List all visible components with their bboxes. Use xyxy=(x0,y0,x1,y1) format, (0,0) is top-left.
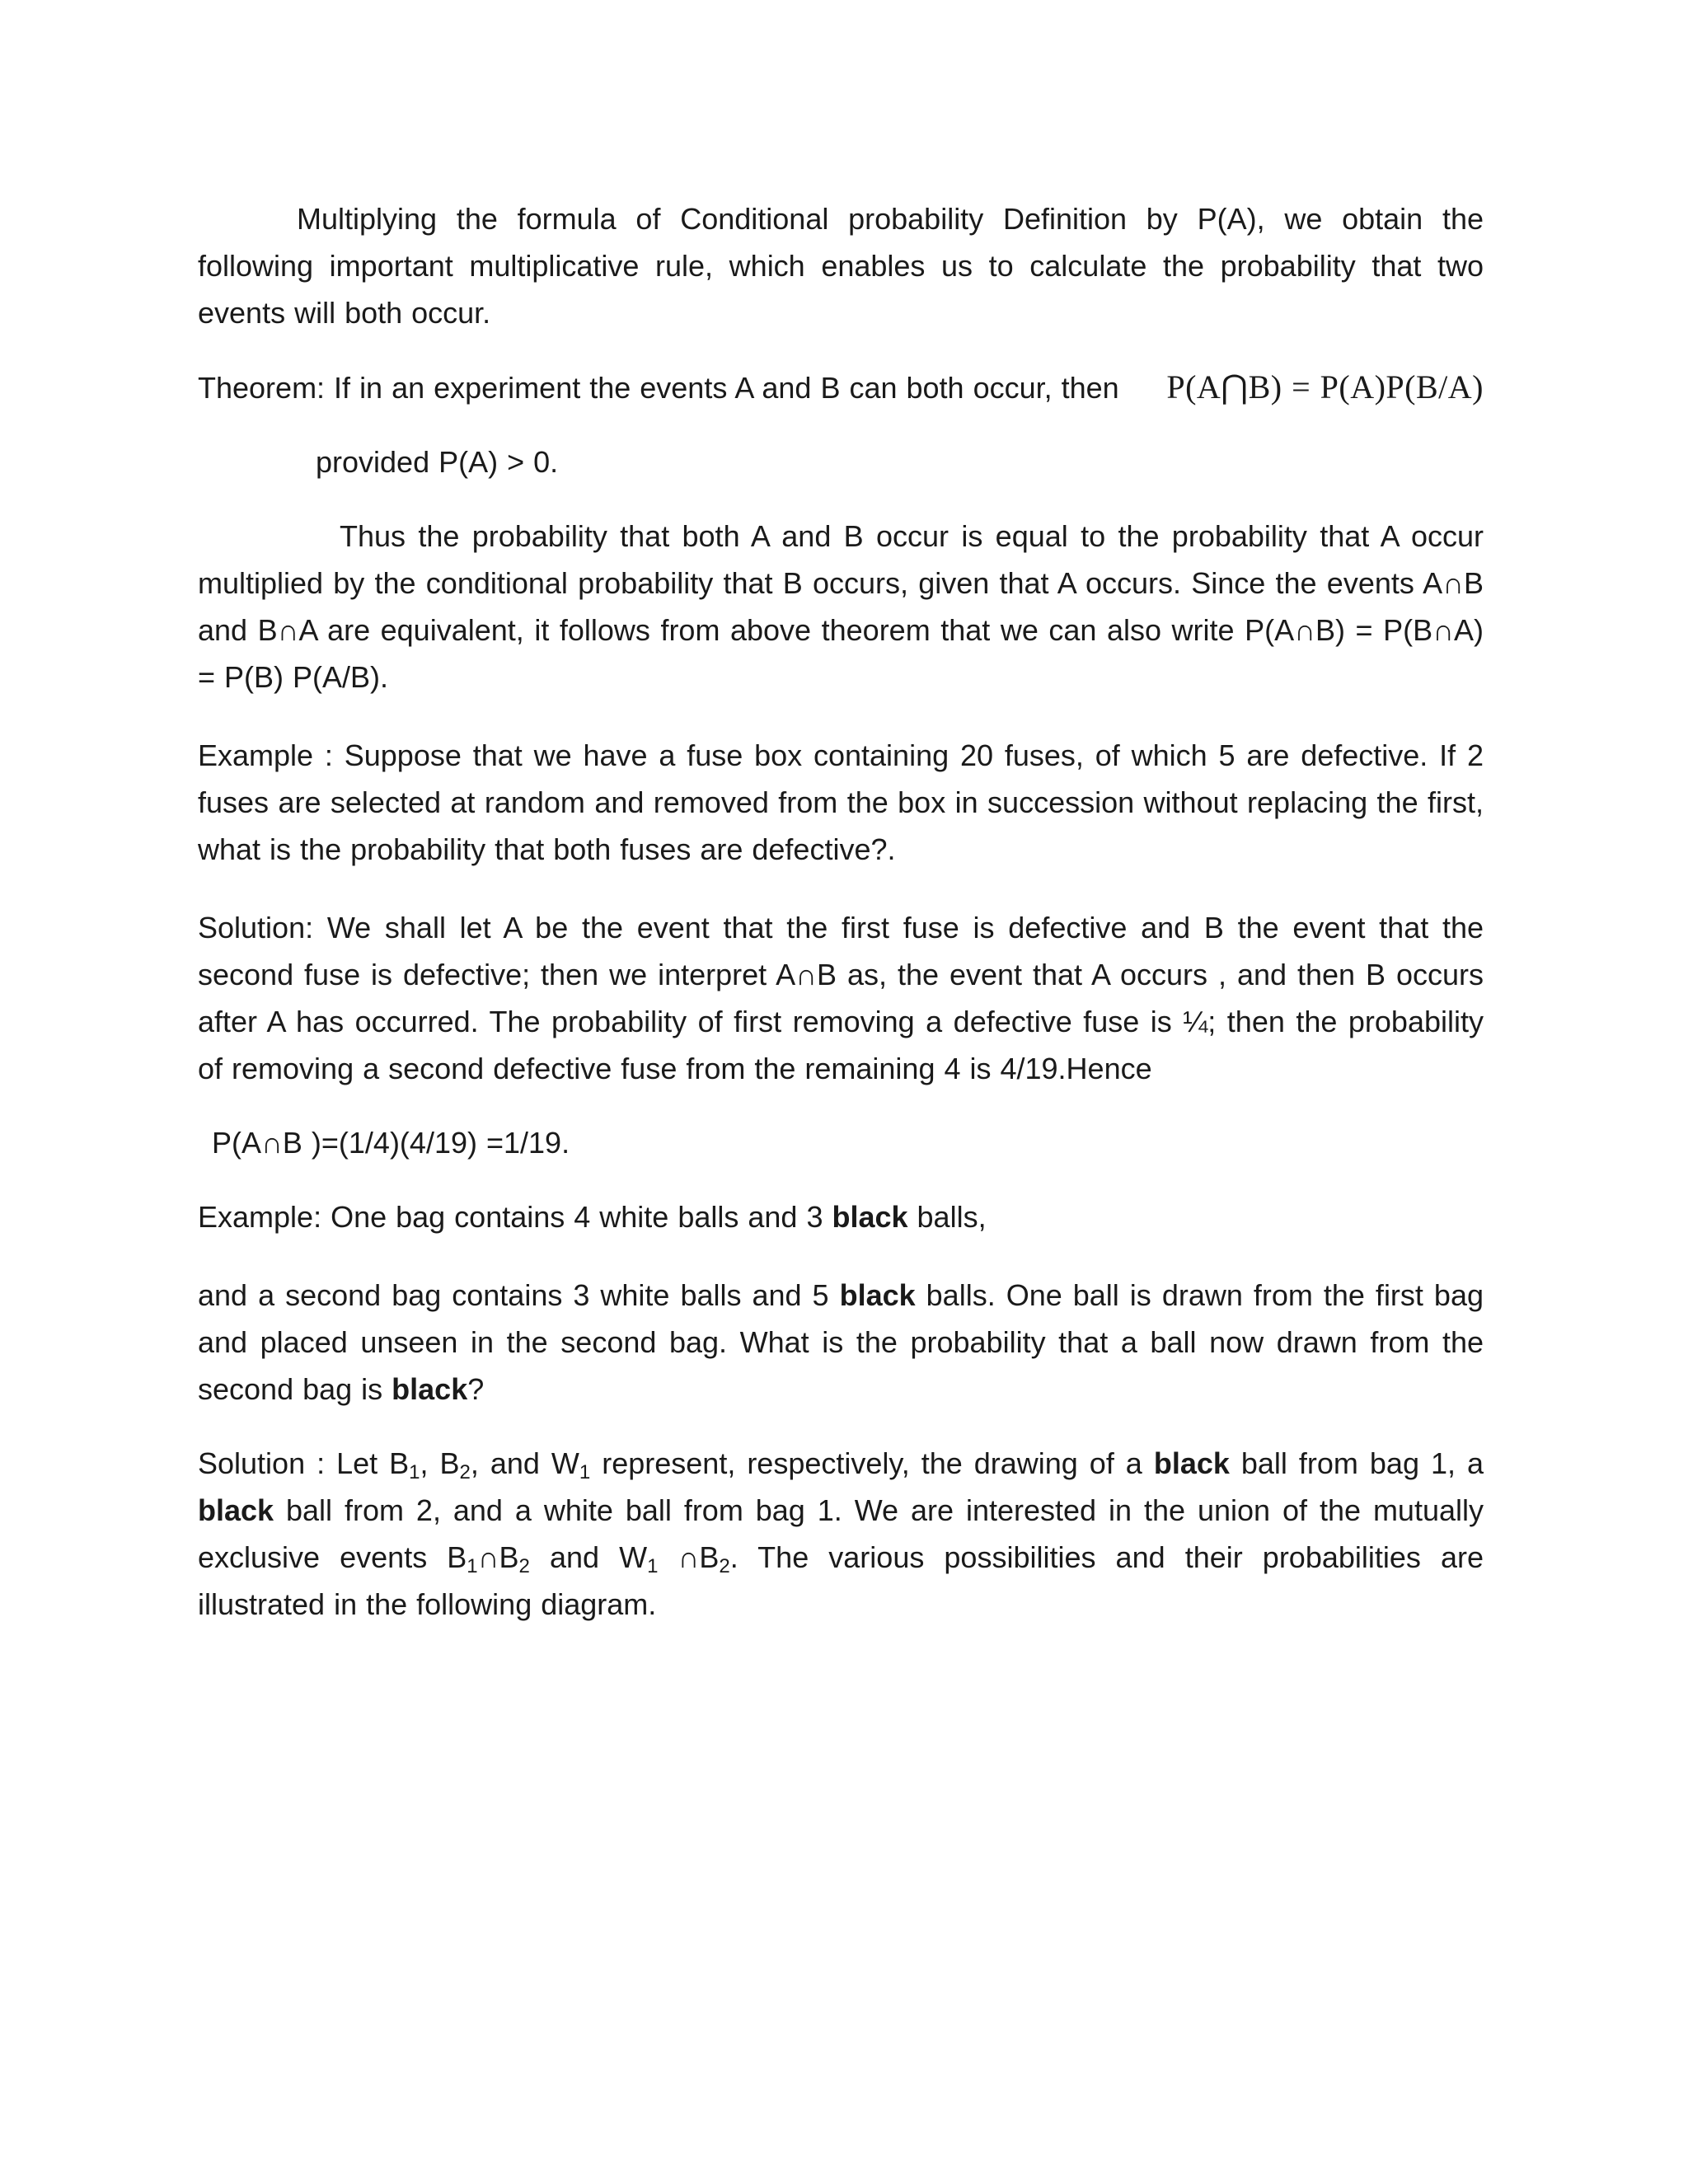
theorem-paragraph xyxy=(198,363,1484,411)
theorem-text: Theorem: If in an experiment the events A and B can both occur, then xyxy=(198,371,1119,405)
example2-bold-1: black xyxy=(839,1278,916,1312)
subscript: 2 xyxy=(518,1555,530,1577)
subscript: 1 xyxy=(409,1461,420,1483)
solution1-result: P(A∩B )=(1/4)(4/19) =1/19. xyxy=(212,1126,570,1160)
solution2-text: and W xyxy=(529,1540,648,1574)
solution2-text: ball from 2, and a white ball from bag 1. We are interested in the union of the mutually exclusive events B xyxy=(198,1493,1484,1574)
example2-text-2: balls. One ball is drawn from the first bag and placed unseen in the second bag. What is the probability that a ball now drawn from the second bag is xyxy=(198,1278,1484,1406)
example1-paragraph: Example : Suppose that we have a fuse box containing 20 fuses, of which 5 are defective. If 2 fuses are selected at random and removed from the box in succession without replacing the first, what is the probability that both fuses are defective?. xyxy=(198,738,1484,866)
example2-bold-2: black xyxy=(392,1372,468,1406)
example2-line1-bold: black xyxy=(832,1200,908,1234)
solution2-text: ∩B xyxy=(658,1540,720,1574)
subscript: 1 xyxy=(579,1461,591,1483)
theorem-formula: P(A⋂B) = P(A)P(B/A) xyxy=(1166,368,1484,405)
subscript: 1 xyxy=(467,1555,478,1577)
solution2-text: represent, respectively, the drawing of a xyxy=(590,1446,1154,1480)
example2-text-1: and a second bag contains 3 white balls and 5 xyxy=(198,1278,840,1312)
example2-line1 xyxy=(198,1193,1484,1240)
theorem-condition: provided P(A) > 0. xyxy=(316,445,559,479)
solution2-text: Solution : Let B xyxy=(198,1446,410,1480)
example2-text-3: ? xyxy=(467,1372,485,1406)
page-content xyxy=(198,195,1484,1628)
solution2-text: , and W xyxy=(470,1446,579,1480)
example2-paragraph xyxy=(198,1272,1484,1413)
solution2-text: ball from bag 1, a xyxy=(1229,1446,1484,1480)
solution2-text: ∩B xyxy=(477,1540,519,1574)
subscript: 2 xyxy=(719,1555,730,1577)
subscript: 1 xyxy=(647,1555,659,1577)
example2-line1-text: Example: One bag contains 4 white balls and 3 xyxy=(198,1200,832,1234)
thus-paragraph: Thus the probability that both A and B occur is equal to the probability that A occur multiplied by the conditional probability that B occurs, given that A occurs. Since the events A∩B and B∩A are equivalent, it follows from above theorem that we can also write P(A∩B) = P(B∩A) = P(B) P(A/B). xyxy=(198,519,1484,694)
solution2-text: . The various possibilities and their probabilities are illustrated in the following diagram. xyxy=(198,1540,1484,1621)
solution1-paragraph: Solution: We shall let A be the event that the first fuse is defective and B the event that the second fuse is defective; then we interpret A∩B as, the event that A occurs , and then B occurs after A has occurred. The probability of first removing a defective fuse is ¼; then the probability of removing a second defective fuse from the remaining 4 is 4/19.Hence xyxy=(198,911,1484,1085)
solution2-bold: black xyxy=(198,1493,274,1527)
solution2-paragraph xyxy=(198,1440,1484,1628)
intro-paragraph: Multiplying the formula of Conditional probability Definition by P(A), we obtain the following important multiplicative rule, which enables us to calculate the probability that two events will both occur. xyxy=(198,202,1484,330)
solution2-bold: black xyxy=(1153,1446,1230,1480)
example2-line1-end: balls, xyxy=(907,1200,987,1234)
solution2-text: , B xyxy=(420,1446,460,1480)
subscript: 2 xyxy=(459,1461,471,1483)
